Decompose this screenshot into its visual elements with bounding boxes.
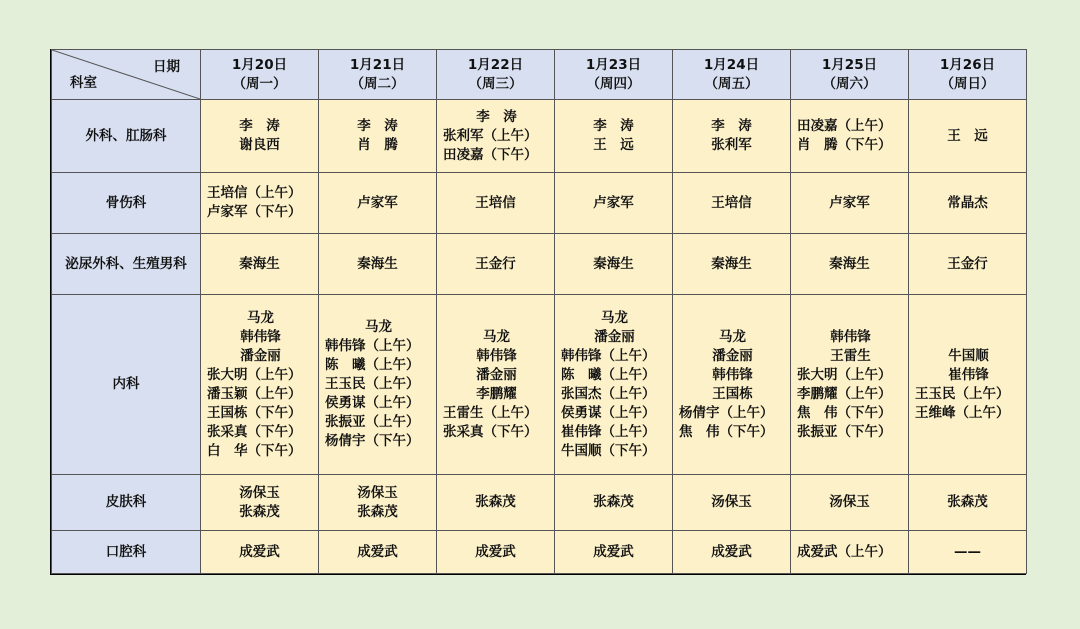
duty-cell — [319, 234, 437, 295]
department-name: 外科、肛肠科 — [52, 100, 201, 173]
duty-cell — [437, 173, 555, 234]
day-weekday: （周三） — [468, 75, 523, 92]
corner-date-label: 日期 — [153, 59, 180, 75]
doctor-name: 卢家军 — [357, 194, 398, 211]
table-row — [52, 475, 1027, 531]
doctor-name: 陈 曦（上午） — [561, 366, 656, 383]
doctor-name: 汤保玉 — [357, 484, 398, 501]
day-date: 1月25日 — [821, 56, 878, 73]
doctor-name: 潘金丽 — [594, 328, 635, 345]
doctor-name: 卢家军 — [593, 194, 634, 211]
doctor-name: 王培信 — [475, 194, 516, 211]
doctor-name: 韩伟锋 — [712, 366, 753, 383]
doctor-name: 崔伟锋（上午） — [561, 423, 656, 440]
header-day-4 — [555, 50, 673, 100]
day-weekday: （周六） — [822, 75, 877, 92]
header-day-3 — [437, 50, 555, 100]
doctor-name: 秦海生 — [239, 255, 280, 272]
doctor-name: 马龙 — [365, 319, 392, 335]
doctor-name: 张森茂 — [475, 494, 516, 510]
duty-cell — [319, 475, 437, 531]
table-row — [52, 295, 1027, 475]
duty-cell — [791, 100, 909, 173]
doctor-name: 李 涛 — [476, 108, 517, 125]
duty-cell — [555, 234, 673, 295]
doctor-name: 李 涛 — [357, 118, 398, 134]
doctor-name: 焦 伟（下午） — [679, 423, 774, 440]
duty-cell — [437, 234, 555, 295]
duty-cell — [201, 531, 319, 574]
doctor-name: 张振亚（下午） — [797, 423, 892, 440]
doctor-name: 成爱武 — [593, 543, 634, 560]
department-name: 泌尿外科、生殖男科 — [52, 234, 201, 295]
doctor-name: 王 远 — [947, 127, 988, 144]
table-row — [52, 100, 1027, 173]
duty-cell — [555, 295, 673, 475]
duty-cell — [437, 100, 555, 173]
doctor-name: 杨倩宇（下午） — [325, 433, 420, 449]
table-row — [52, 173, 1027, 234]
doctor-name: 肖 腾（下午） — [797, 137, 892, 153]
doctor-name: 崔伟锋 — [948, 366, 989, 383]
duty-cell — [437, 295, 555, 475]
doctor-name: 王金行 — [475, 255, 516, 272]
duty-cell — [909, 295, 1027, 475]
doctor-name: 张森茂 — [239, 503, 280, 520]
duty-cell — [201, 475, 319, 531]
duty-cell — [791, 173, 909, 234]
header-day-5 — [673, 50, 791, 100]
doctor-name: 潘金丽 — [476, 366, 517, 383]
day-weekday: （周四） — [586, 75, 641, 92]
duty-cell — [791, 234, 909, 295]
day-date: 1月22日 — [467, 56, 524, 73]
doctor-name: 成爱武 — [357, 543, 398, 560]
duty-cell — [555, 173, 673, 234]
duty-cell — [201, 234, 319, 295]
doctor-name: 成爱武 — [711, 543, 752, 560]
duty-cell — [673, 295, 791, 475]
doctor-name: 王金行 — [947, 255, 988, 272]
doctor-name: 侯勇谋（上午） — [325, 395, 420, 411]
header-row — [52, 50, 1027, 100]
header-day-2 — [319, 50, 437, 100]
duty-cell — [791, 295, 909, 475]
doctor-name: 李鹏耀（上午） — [797, 385, 892, 402]
header-day-1 — [201, 50, 319, 100]
doctor-name: 卢家军（下午） — [207, 204, 302, 220]
day-weekday: （周五） — [704, 75, 759, 92]
doctor-name: 张大明（上午） — [797, 366, 892, 383]
doctor-name: 王玉民（上午） — [915, 385, 1010, 402]
day-date: 1月20日 — [231, 56, 288, 73]
doctor-name: 肖 腾 — [357, 137, 398, 153]
day-date: 1月26日 — [939, 56, 996, 73]
doctor-name: 张利军（上午） — [443, 127, 538, 144]
doctor-name: 汤保玉 — [829, 494, 870, 510]
duty-cell — [319, 531, 437, 574]
duty-cell — [909, 475, 1027, 531]
department-name: 皮肤科 — [52, 475, 201, 531]
doctor-name: 田凌嘉（上午） — [797, 118, 892, 134]
duty-cell — [437, 531, 555, 574]
header-day-7 — [909, 50, 1027, 100]
doctor-name: 成爱武（上午） — [797, 543, 892, 560]
duty-cell — [201, 173, 319, 234]
doctor-name: 杨倩宇（上午） — [679, 404, 774, 421]
doctor-name: 白 华（下午） — [207, 442, 302, 459]
doctor-name: 马龙 — [601, 309, 628, 326]
corner-department-label: 科室 — [70, 75, 97, 91]
doctor-name: 李 涛 — [711, 118, 752, 134]
doctor-name: 汤保玉 — [711, 494, 752, 510]
doctor-name: 张采真（下午） — [443, 423, 538, 440]
duty-cell — [201, 100, 319, 173]
doctor-name: 张国杰（上午） — [561, 385, 656, 402]
doctor-name: 韩伟锋 — [476, 347, 517, 364]
doctor-name: 张采真（下午） — [207, 423, 302, 440]
day-weekday: （周二） — [350, 75, 405, 92]
duty-cell — [555, 100, 673, 173]
day-date: 1月23日 — [585, 56, 642, 73]
doctor-name: 汤保玉 — [239, 484, 280, 501]
doctor-name: 张振亚（上午） — [325, 414, 420, 430]
duty-cell — [319, 100, 437, 173]
doctor-name: 王雷生（上午） — [443, 404, 538, 421]
duty-cell — [673, 234, 791, 295]
doctor-name: 潘玉颖（上午） — [207, 385, 302, 402]
doctor-name: 张森茂 — [357, 503, 398, 520]
duty-cell — [319, 295, 437, 475]
doctor-name: 潘金丽 — [712, 347, 753, 364]
doctor-name: 张利军 — [711, 137, 752, 153]
day-weekday: （周日） — [940, 75, 995, 92]
doctor-name: 韩伟锋 — [830, 328, 871, 345]
doctor-name: —— — [954, 543, 981, 560]
doctor-name: 谢良西 — [239, 137, 280, 153]
duty-cell — [673, 475, 791, 531]
doctor-name: 王维峰（上午） — [915, 404, 1010, 421]
doctor-name: 成爱武 — [239, 543, 280, 560]
doctor-name: 韩伟锋（上午） — [561, 347, 656, 364]
doctor-name: 韩伟锋 — [240, 328, 281, 345]
doctor-name: 李鹏耀 — [476, 385, 517, 402]
doctor-name: 潘金丽 — [240, 347, 281, 364]
doctor-name: 张大明（上午） — [207, 366, 302, 383]
doctor-name: 秦海生 — [357, 255, 398, 272]
doctor-name: 马龙 — [483, 328, 510, 345]
doctor-name: 陈 曦（上午） — [325, 357, 420, 373]
doctor-name: 王 远 — [593, 137, 634, 153]
duty-cell — [791, 531, 909, 574]
department-name: 骨伤科 — [52, 173, 201, 234]
duty-cell — [437, 475, 555, 531]
doctor-name: 王国栋 — [712, 385, 753, 402]
table-row — [52, 234, 1027, 295]
doctor-name: 常晶杰 — [947, 194, 988, 211]
doctor-name: 马龙 — [719, 328, 746, 345]
header-day-6 — [791, 50, 909, 100]
doctor-name: 侯勇谋（上午） — [561, 404, 656, 421]
doctor-name: 秦海生 — [593, 255, 634, 272]
duty-cell — [909, 100, 1027, 173]
duty-cell — [909, 173, 1027, 234]
day-date: 1月21日 — [349, 56, 406, 73]
doctor-name: 牛国顺（下午） — [561, 442, 656, 459]
department-name: 内科 — [52, 295, 201, 475]
doctor-name: 韩伟锋（上午） — [325, 338, 420, 354]
doctor-name: 张森茂 — [947, 494, 988, 510]
duty-cell — [909, 234, 1027, 295]
doctor-name: 秦海生 — [829, 255, 870, 272]
doctor-name: 卢家军 — [829, 194, 870, 211]
doctor-name: 王雷生 — [830, 347, 871, 364]
table-row — [52, 531, 1027, 574]
doctor-name: 李 涛 — [239, 118, 280, 134]
duty-cell — [673, 531, 791, 574]
day-date: 1月24日 — [703, 56, 760, 73]
duty-cell — [555, 475, 673, 531]
duty-cell — [555, 531, 673, 574]
day-weekday: （周一） — [232, 75, 287, 92]
duty-cell — [791, 475, 909, 531]
duty-cell — [673, 173, 791, 234]
doctor-name: 王培信 — [711, 194, 752, 211]
duty-cell — [319, 173, 437, 234]
duty-cell — [201, 295, 319, 475]
doctor-name: 马龙 — [247, 309, 274, 326]
department-name: 口腔科 — [52, 531, 201, 574]
doctor-name: 焦 伟（下午） — [797, 404, 892, 421]
duty-schedule-table — [51, 49, 1027, 574]
header-corner — [52, 50, 201, 100]
doctor-name: 王玉民（上午） — [325, 376, 420, 392]
doctor-name: 王国栋（下午） — [207, 404, 302, 421]
doctor-name: 成爱武 — [475, 543, 516, 560]
duty-cell — [909, 531, 1027, 574]
doctor-name: 牛国顺 — [948, 347, 989, 364]
doctor-name: 李 涛 — [593, 118, 634, 134]
doctor-name: 王培信（上午） — [207, 185, 302, 201]
doctor-name: 秦海生 — [711, 255, 752, 272]
doctor-name: 张森茂 — [593, 494, 634, 510]
duty-cell — [673, 100, 791, 173]
doctor-name: 田凌嘉（下午） — [443, 146, 538, 163]
